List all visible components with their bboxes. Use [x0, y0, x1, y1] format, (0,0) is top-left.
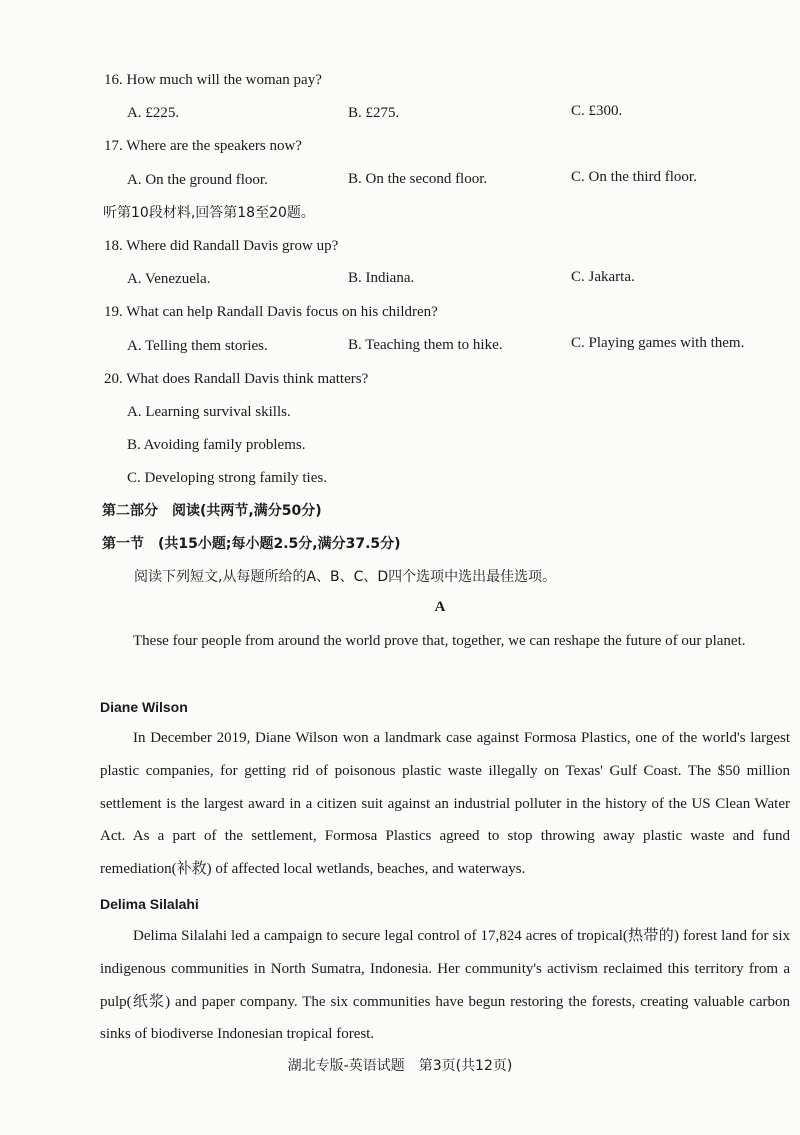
q20-option-a: A. Learning survival skills. [127, 404, 291, 420]
paragraph-delima-silalahi-text: Delima Silalahi led a campaign to secure legal control of 17,824 acres of tropical(热带的) forest land for six indigenous communities in North Sumatra, Indonesia. Her community's activism reclaimed this territory from a pulp(纸浆) and paper company. The six communities have begun restoring the forests, creating valuable carbon sinks of biodiverse Indonesian tropical forest. [100, 928, 790, 1043]
q16-option-b: B. £275. [348, 105, 400, 121]
person-heading-delima-silalahi: Delima Silalahi [100, 896, 199, 912]
q19-option-b: B. Teaching them to hike. [348, 337, 503, 353]
q19-option-c: C. Playing games with them. [571, 335, 745, 351]
paragraph-diane-wilson-text: In December 2019, Diane Wilson won a landmark case against Formosa Plastics, one of the world's largest plastic companies, for getting rid of poisonous plastic waste illegally on Texas' Gulf Coast. The $50 million settlement is the largest award in a citizen suit against an industrial polluter in the history of the US Clean Water Act. As a part of the settlement, Formosa Plastics agreed to stop throwing away plastic waste and fund remediation(补救) of affected local wetlands, beaches, and waterways. [100, 730, 790, 878]
question-18: 18. Where did Randall Davis grow up? [104, 238, 339, 254]
reading-instruction: 阅读下列短文,从每题所给的A、B、C、D四个选项中选出最佳选项。 [134, 569, 557, 585]
q18-option-b: B. Indiana. [348, 270, 415, 286]
q16-option-c: C. £300. [571, 103, 623, 119]
question-16: 16. How much will the woman pay? [104, 72, 322, 88]
passage-letter: A [434, 599, 446, 615]
question-19: 19. What can help Randall Davis focus on his children? [104, 304, 438, 320]
q16-option-a: A. £225. [127, 105, 180, 121]
section-one-title: 第一节 (共15小题;每小题2.5分,满分37.5分) [102, 536, 401, 552]
q20-option-c: C. Developing strong family ties. [127, 470, 327, 486]
paragraph-delima-silalahi [100, 920, 790, 1051]
passage-intro [100, 625, 790, 658]
q18-option-a: A. Venezuela. [127, 271, 211, 287]
material-instruction: 听第10段材料,回答第18至20题。 [103, 205, 315, 221]
q20-option-b: B. Avoiding family problems. [127, 437, 306, 453]
question-17: 17. Where are the speakers now? [104, 138, 302, 154]
page-footer: 湖北专版-英语试题 第3页(共12页) [287, 1058, 513, 1074]
q17-option-a: A. On the ground floor. [127, 172, 268, 188]
question-20: 20. What does Randall Davis think matters? [104, 371, 369, 387]
paragraph-diane-wilson [100, 722, 790, 886]
part-two-title: 第二部分 阅读(共两节,满分50分) [102, 503, 322, 519]
q19-option-a: A. Telling them stories. [127, 338, 268, 354]
person-heading-diane-wilson: Diane Wilson [100, 699, 188, 715]
q17-option-b: B. On the second floor. [348, 171, 488, 187]
passage-intro-text: These four people from around the world prove that, together, we can reshape the future of our planet. [133, 633, 746, 649]
q18-option-c: C. Jakarta. [571, 269, 635, 285]
q17-option-c: C. On the third floor. [571, 169, 697, 185]
